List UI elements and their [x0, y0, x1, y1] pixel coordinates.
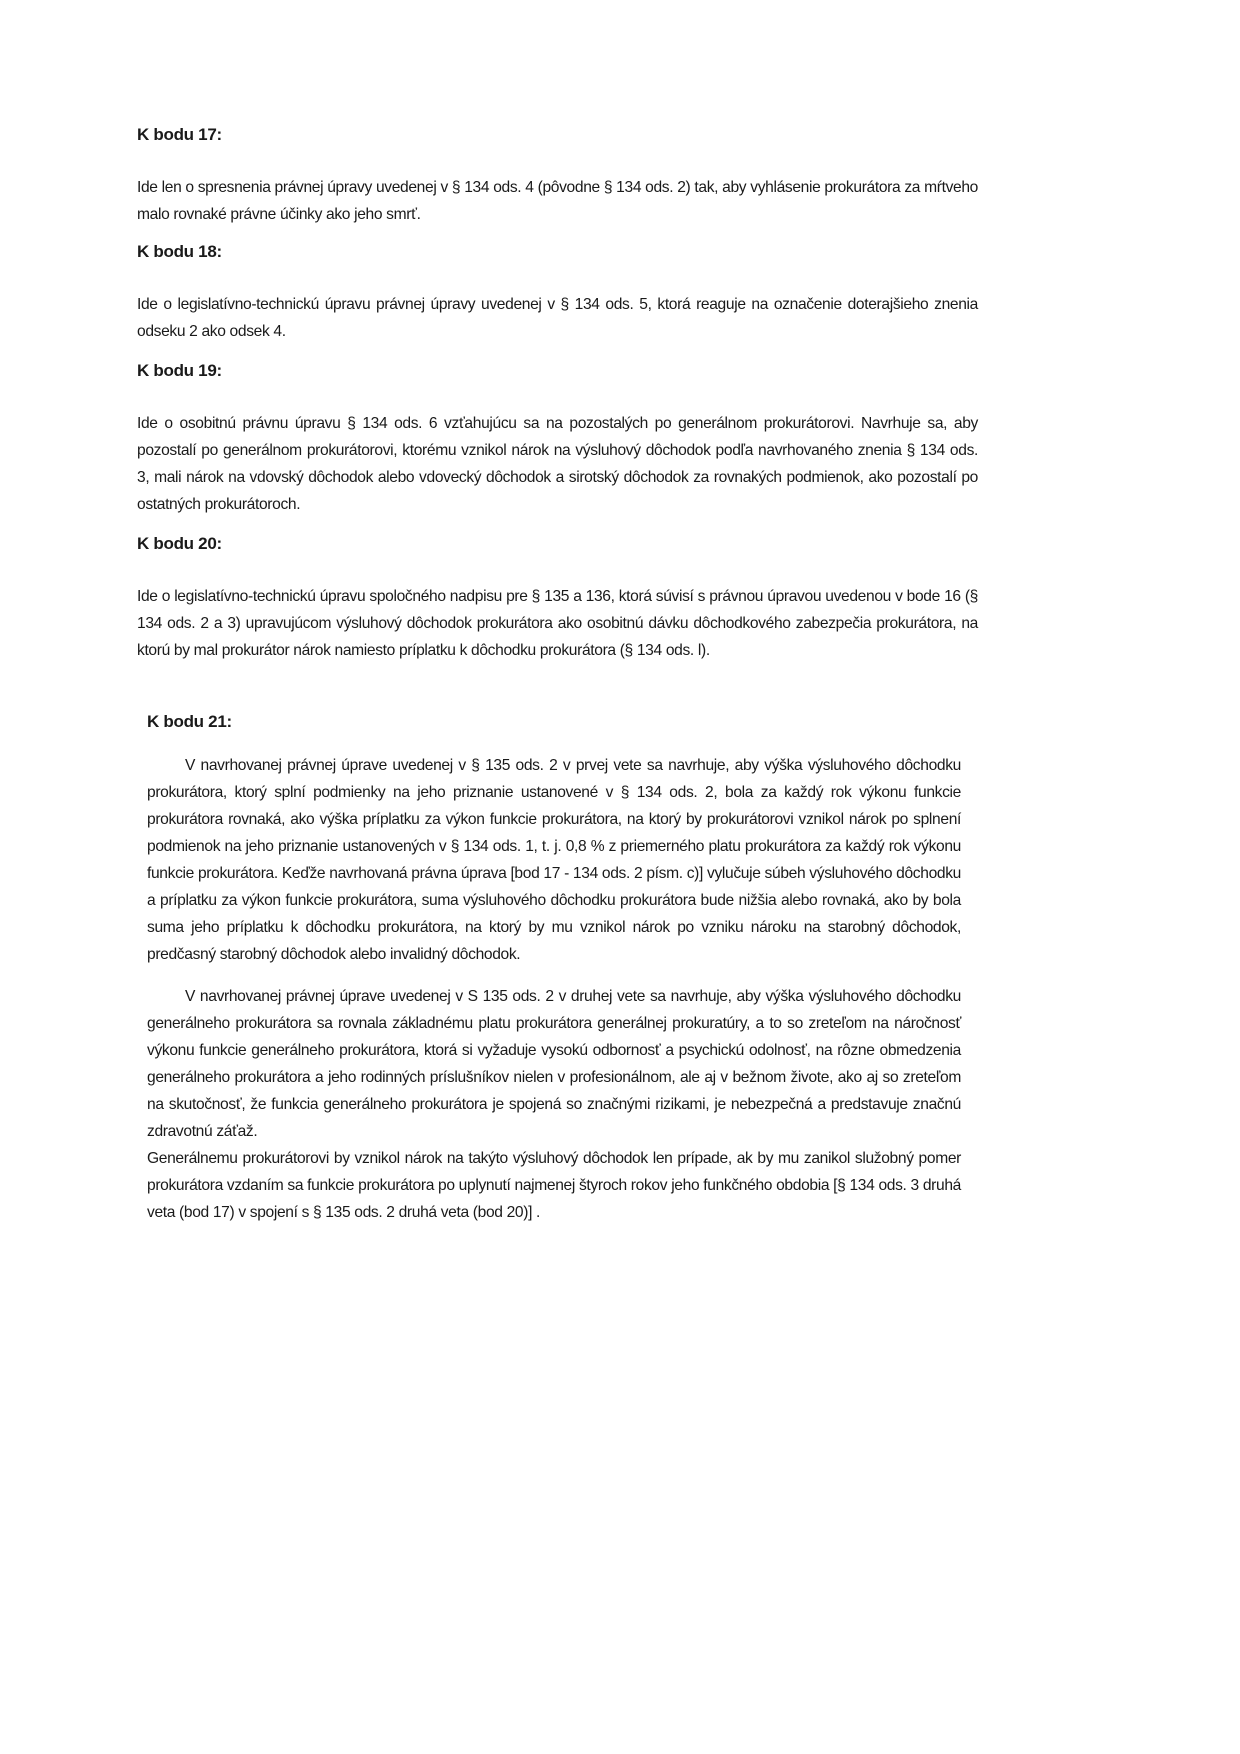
section-paragraph: Ide len o spresnenia právnej úpravy uvedenej v § 134 ods. 4 (pôvodne § 134 ods. 2) tak, aby vyhlásenie prokurátora za mŕtveho malo rovnaké právne účinky ako jeho smrť. — [137, 179, 978, 223]
section-heading: K bodu 19: — [137, 361, 222, 380]
section-bod-20 — [137, 533, 978, 664]
section-paragraph: Generálnemu prokurátorovi by vznikol nárok na takýto výsluhový dôchodok len prípade, ak by mu zanikol služobný pomer prokurátora vzdaním sa funkcie prokurátora po uplynutí najmenej štyroch rokov jeho funkčného obdobia [§ 134 ods. 3 druhá veta (bod 17) v spojení s § 135 ods. 2 druhá veta (bod 20)] . — [147, 1150, 961, 1221]
section-bod-19 — [137, 360, 978, 518]
section-heading: K bodu 21: — [147, 712, 232, 731]
section-heading: K bodu 20: — [137, 534, 222, 553]
section-heading: K bodu 18: — [137, 242, 222, 261]
section-bod-17 — [137, 124, 978, 228]
section-paragraph: V navrhovanej právnej úprave uvedenej v § 135 ods. 2 v prvej vete sa navrhuje, aby výška výsluhového dôchodku prokurátora, ktorý splní podmienky na jeho priznanie ustanovené v § 134 ods. 2, bola za každý rok výkonu funkcie prokurátora rovnaká, ako výška príplatku za výkon funkcie prokurátora, na ktorý by prokurátorovi vznikol nárok po splnení podmienok na jeho priznanie ustanovených v § 134 ods. 1, t. j. 0,8 % z priemerného platu prokurátora za každý rok výkonu funkcie prokurátora. Keďže navrhovaná právna úprava [bod 17 - 134 ods. 2 písm. c)] vylučuje súbeh výsluhového dôchodku a príplatku za výkon funkcie prokurátora, suma výsluhového dôchodku prokurátora bude nižšia alebo rovnaká, ako by bola suma jeho príplatku k dôchodku prokurátora, na ktorý by mu vznikol nárok po vzniku nároku na starobný dôchodok, predčasný starobný dôchodok alebo invalidný dôchodok. — [147, 757, 961, 963]
section-bod-21 — [147, 711, 961, 1226]
section-heading: K bodu 17: — [137, 125, 222, 144]
section-paragraph: Ide o osobitnú právnu úpravu § 134 ods. 6 vzťahujúcu sa na pozostalých po generálnom prokurátorovi. Navrhuje sa, aby pozostalí po generálnom prokurátorovi, ktorému vznikol nárok na výsluhový dôchodok podľa navrhovaného znenia § 134 ods. 3, mali nárok na vdovský dôchodok alebo vdovecký dôchodok a sirotský dôchodok za rovnakých podmienok, ako pozostalí po ostatných prokurátoroch. — [137, 415, 978, 513]
section-bod-18 — [137, 241, 978, 345]
section-paragraph: Ide o legislatívno-technickú úpravu právnej úpravy uvedenej v § 134 ods. 5, ktorá reaguje na označenie doterajšieho znenia odseku 2 ako odsek 4. — [137, 296, 978, 340]
section-paragraph: V navrhovanej právnej úprave uvedenej v S 135 ods. 2 v druhej vete sa navrhuje, aby výška výsluhového dôchodku generálneho prokurátora sa rovnala základnému platu prokurátora generálnej prokuratúry, a to so zreteľom na náročnosť výkonu funkcie generálneho prokurátora, ktorá si vyžaduje vysokú odbornosť a psychickú odolnosť, na rôzne obmedzenia generálneho prokurátora a jeho rodinných príslušníkov nielen v profesionálnom, ale aj v bežnom živote, ako aj so zreteľom na skutočnosť, že funkcia generálneho prokurátora je spojená so značnými rizikami, je nebezpečná a predstavuje značnú zdravotnú záťaž. — [147, 988, 961, 1140]
section-paragraph: Ide o legislatívno-technickú úpravu spoločného nadpisu pre § 135 a 136, ktorá súvisí s právnou úpravou uvedenou v bode 16 (§ 134 ods. 2 a 3) upravujúcom výsluhový dôchodok prokurátora ako osobitnú dávku dôchodkového zabezpečia prokurátora, na ktorú by mal prokurátor nárok namiesto príplatku k dôchodku prokurátora (§ 134 ods. l). — [137, 588, 978, 659]
